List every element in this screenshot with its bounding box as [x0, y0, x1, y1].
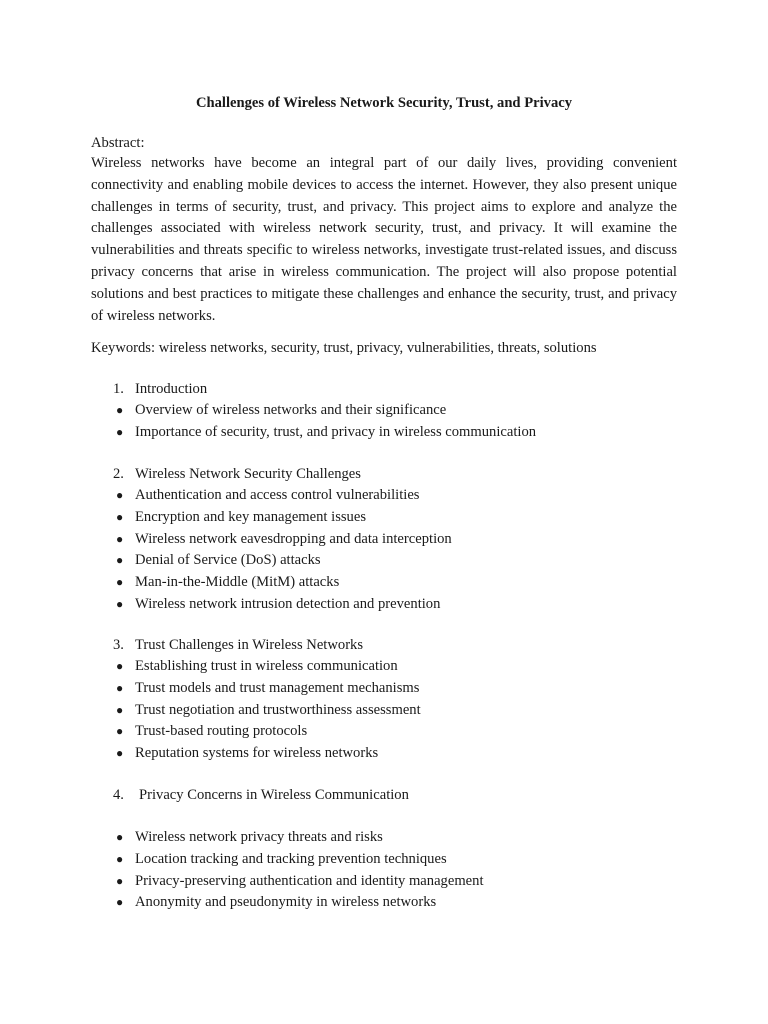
- list-item-text: Establishing trust in wireless communication: [135, 658, 398, 674]
- section-heading-trust: [113, 636, 363, 654]
- list-item: [91, 656, 421, 678]
- list-item: [91, 422, 536, 444]
- list-item-text: Trust-based routing protocols: [135, 723, 308, 740]
- list-item: [91, 721, 421, 743]
- section-heading-introduction: [113, 380, 207, 398]
- list-item-text: Privacy-preserving authentication and identity management: [135, 872, 484, 889]
- bullet-icon: ●: [116, 531, 124, 546]
- list-item: [91, 871, 484, 893]
- bullet-icon: ●: [116, 724, 124, 739]
- section-4-list: [91, 827, 484, 914]
- list-item-text: Man-in-the-Middle (MitM) attacks: [135, 574, 340, 591]
- list-item: [91, 849, 484, 871]
- bullet-icon: ●: [116, 830, 124, 844]
- bullet-icon: ●: [116, 851, 124, 866]
- list-item-text: Wireless network eavesdropping and data interception: [135, 530, 452, 547]
- list-item-text: Anonymity and pseudonymity in wireless networks: [135, 894, 437, 911]
- list-item: [91, 892, 484, 914]
- list-item-text: Wireless network intrusion detection and prevention: [135, 595, 441, 612]
- list-item: [91, 550, 452, 572]
- bullet-icon: ●: [116, 895, 124, 910]
- list-item-text: Wireless network privacy threats and risks: [135, 829, 383, 845]
- bullet-icon: ●: [116, 746, 124, 761]
- list-item: [91, 678, 421, 700]
- section-title: Introduction: [135, 381, 208, 397]
- bullet-icon: ●: [116, 403, 124, 417]
- list-item-text: Denial of Service (DoS) attacks: [135, 552, 321, 569]
- list-item: [91, 743, 421, 765]
- section-title: Wireless Network Security Challenges: [135, 466, 361, 482]
- bullet-icon: ●: [116, 659, 124, 673]
- section-number: 4.: [113, 787, 124, 803]
- section-number: 1.: [113, 381, 124, 397]
- bullet-icon: ●: [116, 424, 124, 439]
- section-title: Trust Challenges in Wireless Networks: [135, 637, 364, 653]
- list-item-text: Trust models and trust management mechanisms: [135, 679, 420, 696]
- list-item: [91, 507, 452, 529]
- list-item-text: Encryption and key management issues: [135, 508, 367, 525]
- list-item-text: Location tracking and tracking prevention techniques: [135, 850, 447, 867]
- section-heading-privacy: [113, 786, 409, 804]
- section-1-list: [91, 400, 536, 444]
- bullet-icon: ●: [116, 596, 124, 611]
- abstract-label: Abstract:: [91, 135, 145, 151]
- bullet-icon: ●: [116, 702, 124, 717]
- list-item-text: Authentication and access control vulnerabilities: [135, 487, 420, 503]
- bullet-icon: ●: [116, 680, 124, 695]
- list-item-text: Importance of security, trust, and privacy in wireless communication: [135, 423, 537, 440]
- section-title: Privacy Concerns in Wireless Communication: [139, 787, 409, 803]
- list-item-text: Trust negotiation and trustworthiness assessment: [135, 701, 421, 718]
- keywords-line: Keywords: wireless networks, security, trust, privacy, vulnerabilities, threats, solutions: [91, 340, 597, 356]
- list-item-text: Overview of wireless networks and their significance: [135, 402, 447, 418]
- bullet-icon: ●: [116, 575, 124, 590]
- bullet-icon: ●: [116, 553, 124, 568]
- section-2-list: [91, 485, 452, 616]
- list-item: [91, 827, 484, 849]
- list-item: [91, 700, 421, 722]
- section-heading-security: [113, 465, 361, 483]
- bullet-icon: ●: [116, 488, 124, 502]
- list-item: [91, 400, 536, 422]
- abstract-text: Wireless networks have become an integral part of our daily lives, providing convenient connectivity and enabling mobile devices to access the internet. However, they also present unique challenges in terms of security, trust, and privacy. This project aims to explore and analyze the challenges associated with wireless network security, trust, and privacy. It will examine the vulnerabilities and threats specific to wireless networks, investigate trust-related issues, and discuss privacy concerns that arise in wireless communication. The project will also propose potential solutions and best practices to mitigate these challenges and enhance the security, trust, and privacy of wireless networks.: [91, 155, 677, 324]
- section-3-list: [91, 656, 421, 765]
- list-item-text: Reputation systems for wireless networks: [135, 745, 379, 762]
- list-item: [91, 529, 452, 551]
- section-number: 2.: [113, 466, 124, 482]
- list-item: [91, 594, 452, 616]
- list-item: [91, 572, 452, 594]
- document-title: Challenges of Wireless Network Security, Trust, and Privacy: [195, 95, 573, 111]
- list-item: [91, 485, 452, 507]
- bullet-icon: ●: [116, 509, 124, 524]
- section-number: 3.: [113, 637, 124, 653]
- bullet-icon: ●: [116, 873, 124, 888]
